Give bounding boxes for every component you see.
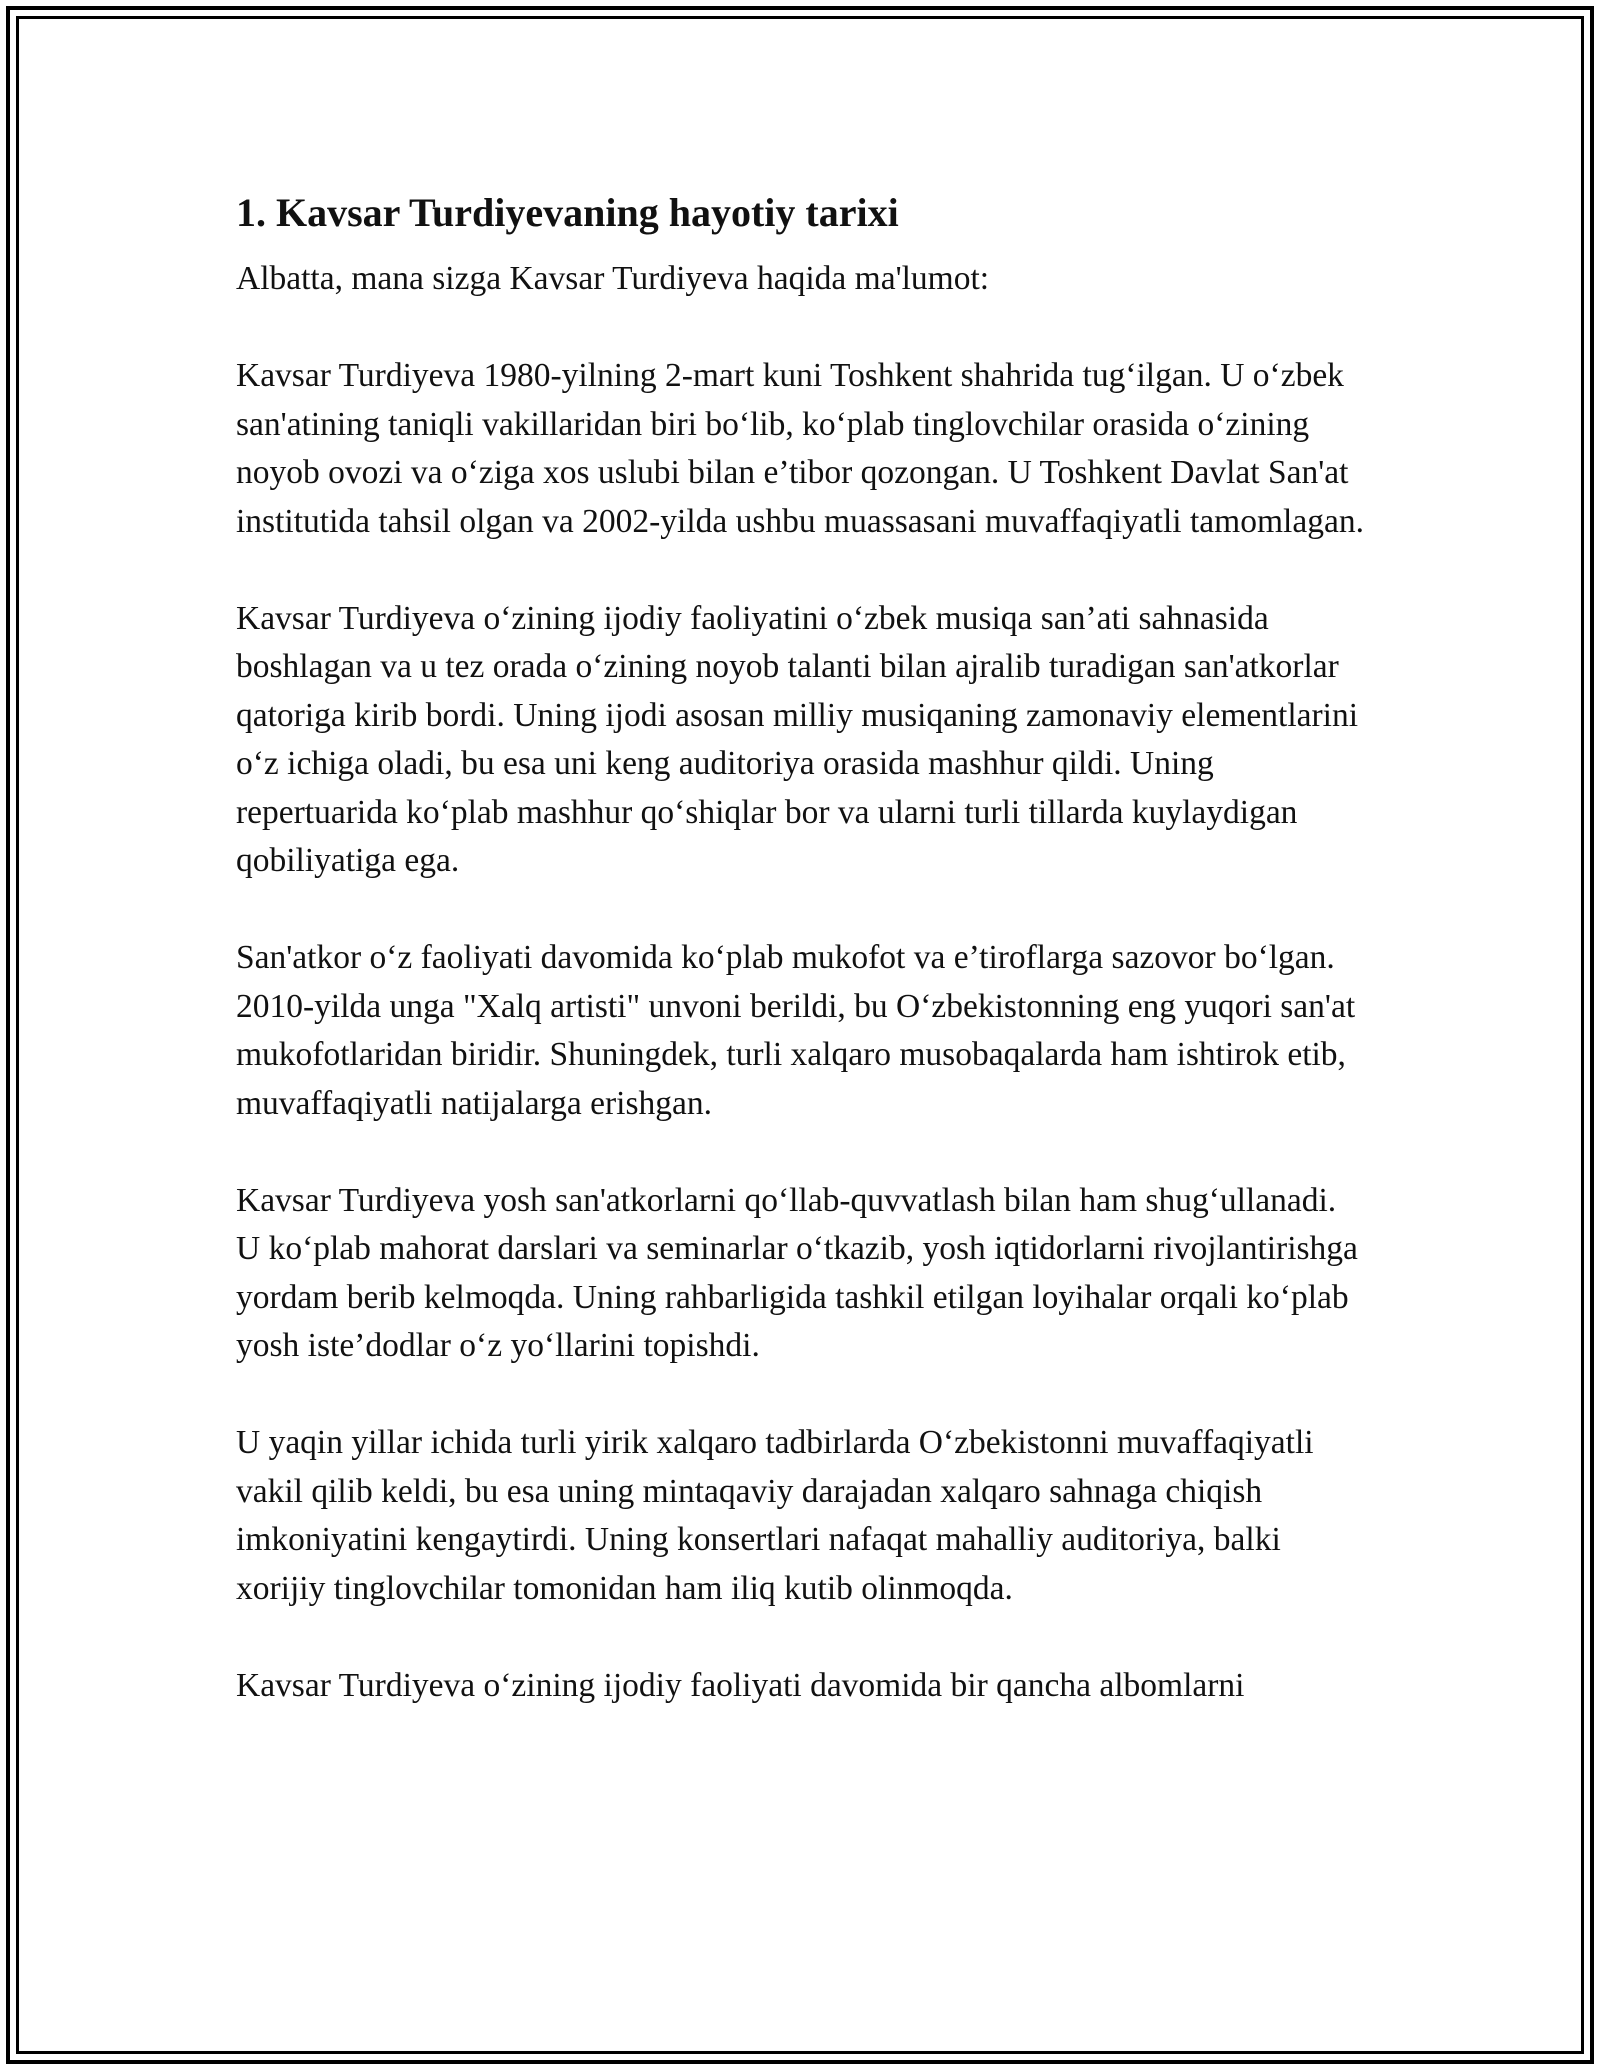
paragraph-awards: San'atkor o‘z faoliyati davomida ko‘plab mukofot va e’tiroflarga sazovor bo‘lgan. 2010-yilda unga "Xalq artisti" unvoni berildi, bu O‘zbekistonning eng yuqori san'at mukofotlaridan biridir. Shuningdek, turli xalqaro musobaqalarda ham ishtirok etib, muvaffaqiyatli natijalarga erishgan. <box>236 939 1356 1122</box>
paragraph-birth-education: Kavsar Turdiyeva 1980-yilning 2-mart kuni Toshkent shahrida tug‘ilgan. U o‘zbek san'atining taniqli vakillaridan biri bo‘lib, ko‘plab tinglovchilar orasida o‘zining noyob ovozi va o‘ziga xos uslubi bilan e’tibor qozongan. U Toshkent Davlat San'at institutida tahsil olgan va 2002-yilda ushbu muassasani muvaffaqiyatli tamomlagan. <box>236 357 1364 540</box>
paragraph-career: Kavsar Turdiyeva o‘zining ijodiy faoliyatini o‘zbek musiqa san’ati sahnasida boshlagan va u tez orada o‘zining noyob talanti bilan ajralib turadigan san'atkorlar qatoriga kirib bordi. Uning ijodi asosan milliy musiqaning zamonaviy elementlarini o‘z ichiga oladi, bu esa uni keng auditoriya orasida mashhur qildi. Uning repertuarida ko‘plab mashhur qo‘shiqlar bor va ularni turli tillarda kuylaydigan qobiliyatiga ega. <box>236 599 1359 879</box>
paragraph-albums: Kavsar Turdiyeva o‘zining ijodiy faoliyati davomida bir qancha albomlarni <box>236 1666 1245 1704</box>
paragraph-mentoring: Kavsar Turdiyeva yosh san'atkorlarni qo‘llab-quvvatlash bilan ham shug‘ullanadi. U ko‘plab mahorat darslari va seminarlar o‘tkazib, yosh iqtidorlarni rivojlantirishga yordam berib kelmoqda. Uning rahbarligida tashkil etilgan loyihalar orqali ko‘plab yosh iste’dodlar o‘z yo‘llarini topishdi. <box>236 1181 1358 1364</box>
document-body <box>236 185 1366 1759</box>
paragraph-international: U yaqin yillar ichida turli yirik xalqaro tadbirlarda O‘zbekistonni muvaffaqiyatli vakil qilib keldi, bu esa uning mintaqaviy darajadan xalqaro sahnaga chiqish imkoniyatini kengaytirdi. Uning konsertlari nafaqat mahalliy auditoriya, balki xorijiy tinglovchilar tomonidan ham iliq kutib olinmoqda. <box>236 1424 1314 1607</box>
section-heading: 1. Kavsar Turdiyevaning hayotiy tarixi <box>236 190 899 235</box>
intro-paragraph: Albatta, mana sizga Kavsar Turdiyeva haqida ma'lumot: <box>236 260 990 297</box>
